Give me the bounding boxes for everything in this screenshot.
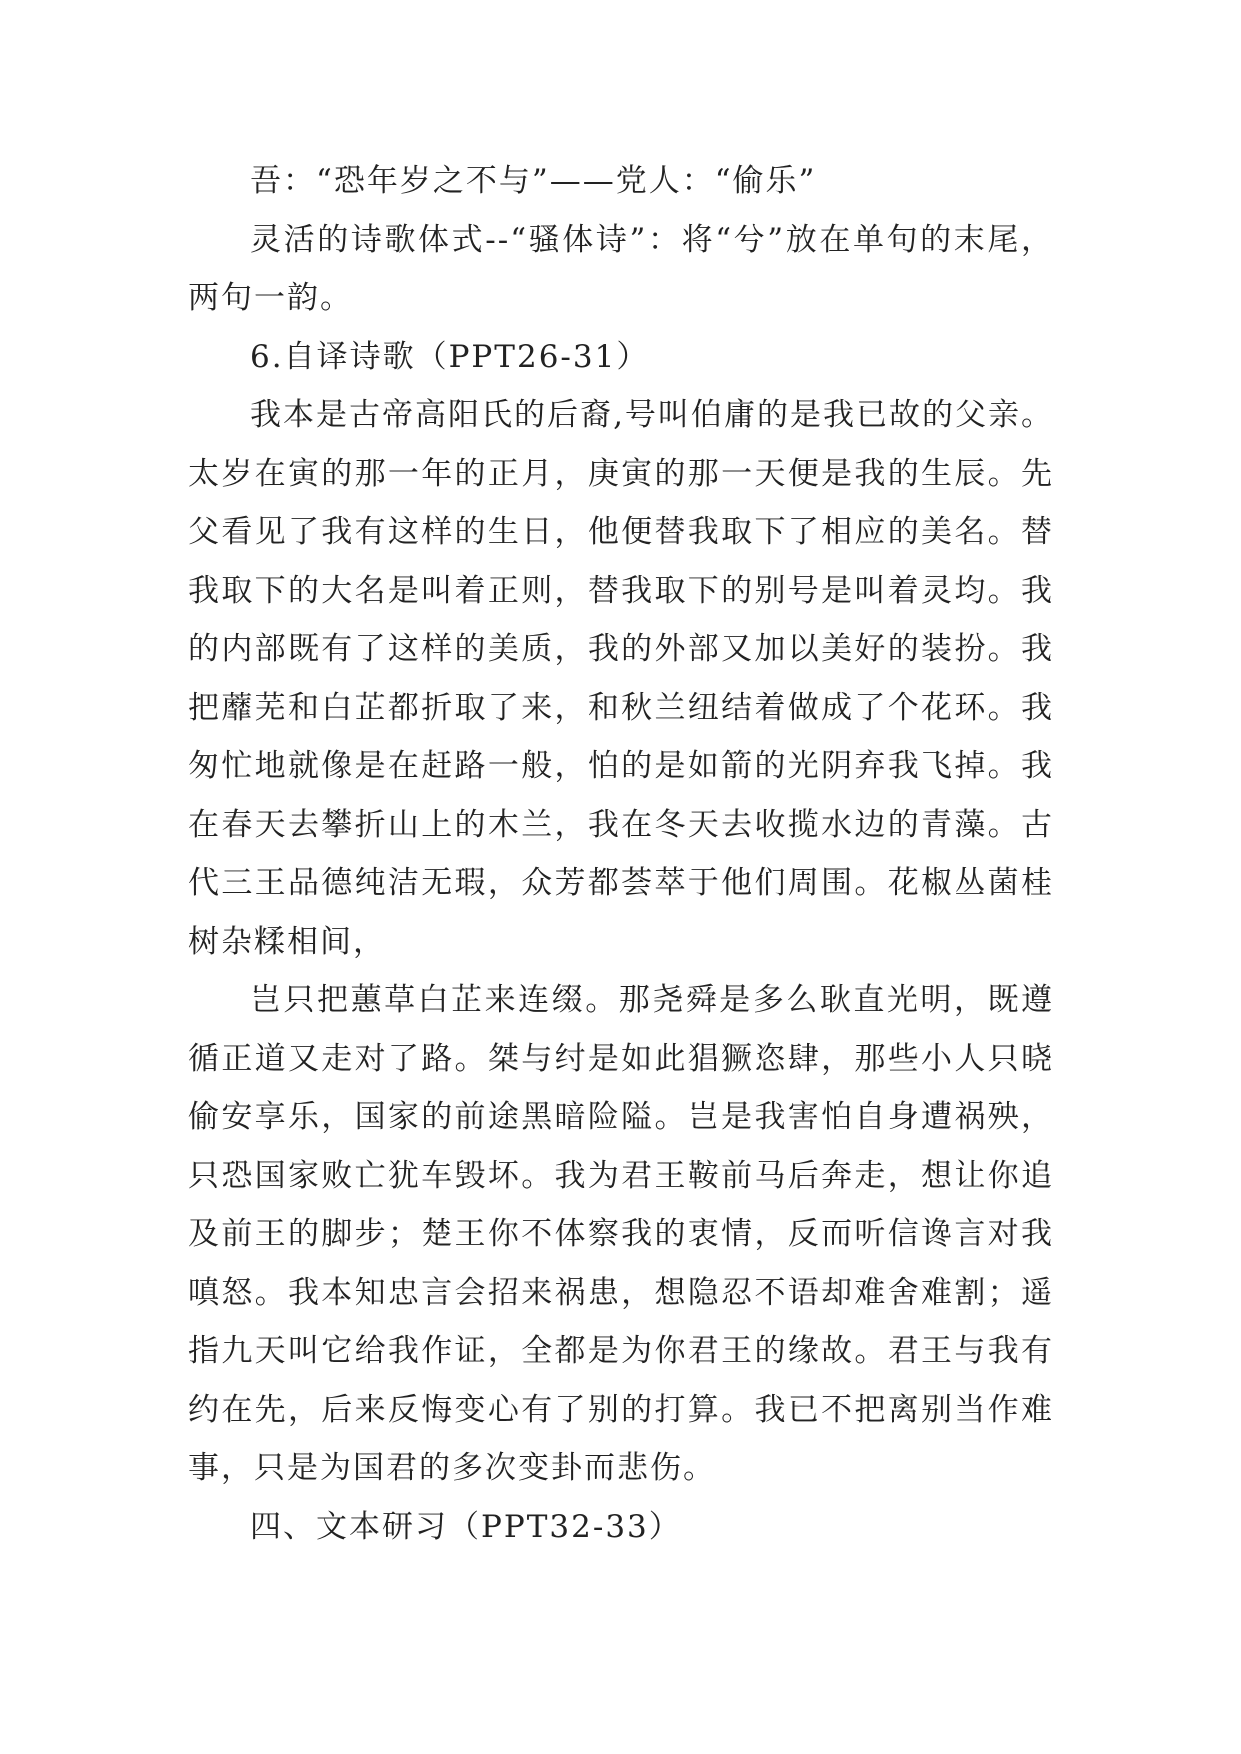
paragraph-contrast-line: 吾：“恐年岁之不与”——党人：“偷乐” [250, 163, 817, 199]
section-heading-text-study: 四、文本研习（PPT32-33） [250, 1508, 682, 1545]
paragraph-translation-part1: 我本是古帝高阳氏的后裔,号叫伯庸的是我已故的父亲。太岁在寅的那一年的正月，庚寅的那一天便是我的生辰。先父看见了我有这样的生日，他便替我取下了相应的美名。替我取下的大名是叫着正则，替我取下的别号是叫着灵均。我的内部既有了这样的美质，我的外部又加以美好的装扮。我把蘼芜和白芷都折取了来，和秋兰纽结着做成了个花环。我匆忙地就像是在赶路一般，怕的是如箭的光阴弃我飞掉。我在春天去攀折山上的木兰，我在冬天去收揽水边的青藻。古代三王品德纯洁无瑕，众芳都荟萃于他们周围。花椒丛菌桂树杂糅相间， [188, 397, 1054, 960]
paragraph-translation-part2: 岂只把蕙草白芷来连缀。那尧舜是多么耿直光明，既遵循正道又走对了路。桀与纣是如此猖獗恣肆，那些小人只晓偷安享乐，国家的前途黑暗险隘。岂是我害怕自身遭祸殃，只恐国家败亡犹车毁坏。我为君王鞍前马后奔走，想让你追及前王的脚步；楚王你不体察我的衷情，反而听信谗言对我嗔怒。我本知忠言会招来祸患，想隐忍不语却难舍难割；遥指九天叫它给我作证，全都是为你君王的缘故。君王与我有约在先，后来反悔变心有了别的打算。我已不把离别当作难事，只是为国君的多次变卦而悲伤。 [188, 982, 1054, 1486]
document-body [188, 152, 1054, 1556]
paragraph-sao-form: 灵活的诗歌体式--“骚体诗”：将“兮”放在单句的末尾，两句一韵。 [188, 221, 1054, 316]
section-heading-translation: 6.自译诗歌（PPT26-31） [250, 338, 650, 375]
